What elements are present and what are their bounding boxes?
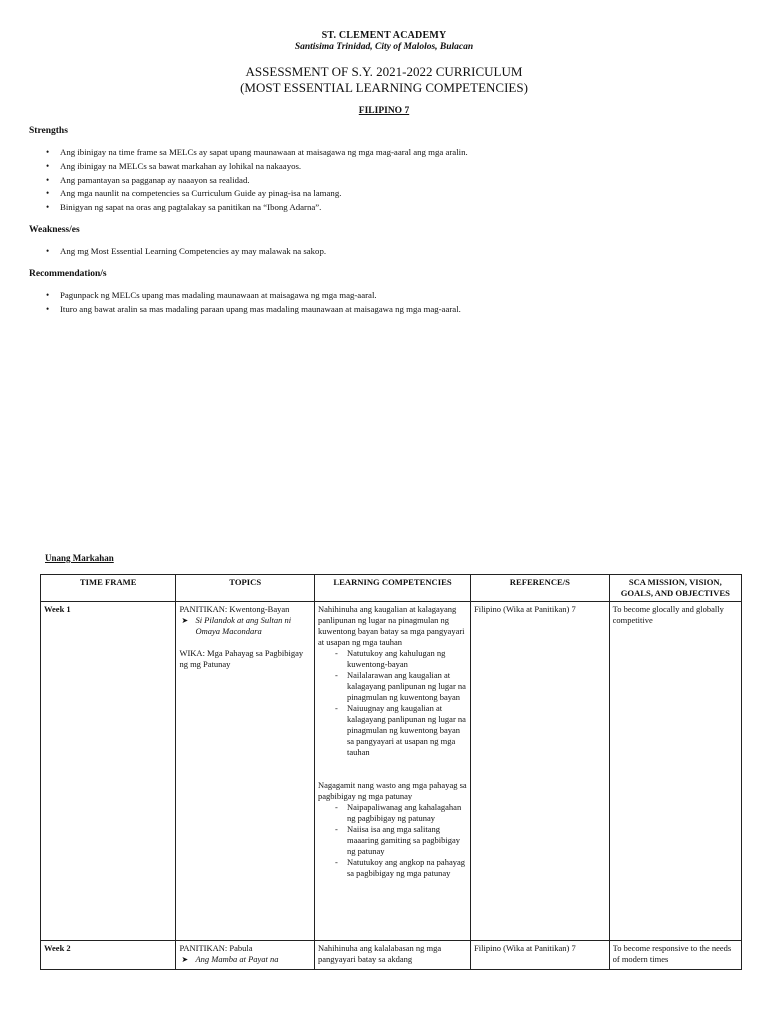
list-item: • Ang ibinigay na MELCs sa bawat markahan ay lohikal na nakaayos. bbox=[46, 160, 468, 174]
competency-item: - Naiuugnay ang kaugalian at kalagayang panlipunan ng lugar na pinagmulan ng kuwentong bayan sa pangyayari at usapan ng mga tauhan bbox=[318, 703, 467, 758]
column-header: REFERENCE/S bbox=[471, 575, 610, 602]
list-item: • Ang mg Most Essential Learning Competencies ay may malawak na sakop. bbox=[46, 245, 326, 259]
competency-item: - Naiisa isa ang mga salitang maaaring gamiting sa pagbibigay ng patunay bbox=[318, 824, 467, 857]
topic-main: PANITIKAN: Pabula bbox=[179, 943, 253, 953]
competency-intro: Nahihinuha ang kalalabasan ng mga pangyayari batay sa akdang bbox=[317, 943, 442, 964]
strengths-list bbox=[46, 146, 468, 215]
column-header: TOPICS bbox=[176, 575, 315, 602]
recommendations-list bbox=[46, 289, 461, 317]
week-cell: Week 2 bbox=[41, 941, 176, 970]
topic-wika: WIKA: Mga Pahayag sa Pagbibigay ng mg Patunay bbox=[179, 648, 304, 669]
table-header-row bbox=[41, 575, 742, 602]
competency-intro: Nahihinuha ang kaugalian at kalagayang panlipunan ng lugar na pinagmulan ng kuwentong bayan batay sa mga pangyayari at usapan ng mga tauhan bbox=[317, 604, 465, 647]
list-item: • Binigyan ng sapat na oras ang pagtalakay sa panitikan na “Ibong Adarna”. bbox=[46, 201, 468, 215]
competency-item: - Natutukoy ang angkop na pahayag sa pagbibigay ng mga patunay bbox=[318, 857, 467, 879]
reference-cell: Filipino (Wika at Panitikan) 7 bbox=[471, 941, 610, 970]
topic-subtopic: ➤ Ang Mamba at Payat na bbox=[179, 954, 311, 965]
competency-item: - Natutukoy ang kahulugan ng kuwentong-bayan bbox=[318, 648, 467, 670]
list-item: • Pagunpack ng MELCs upang mas madaling maunawaan at maisagawa ng mga mag-aaral. bbox=[46, 289, 461, 303]
list-item: • Ang pamantayan sa pagganap ay naaayon sa realidad. bbox=[46, 174, 468, 188]
school-address: Santisima Trinidad, City of Malolos, Bulacan bbox=[294, 42, 474, 52]
competency-item: - Naipapaliwanag ang kahalagahan ng pagbibigay ng patunay bbox=[318, 802, 467, 824]
column-header: SCA MISSION, VISION, GOALS, AND OBJECTIVES bbox=[609, 575, 741, 602]
competencies-cell bbox=[314, 941, 470, 970]
table-row bbox=[41, 602, 742, 941]
mission-cell bbox=[609, 941, 741, 970]
mission-cell: To become glocally and globally competitive bbox=[609, 602, 741, 941]
topics-cell bbox=[176, 602, 315, 941]
school-name: ST. CLEMENT ACADEMY bbox=[321, 30, 447, 41]
recommendations-heading: Recommendation/s bbox=[29, 269, 107, 279]
reference-cell: Filipino (Wika at Panitikan) 7 bbox=[471, 602, 610, 941]
document-title: ASSESSMENT OF S.Y. 2021-2022 CURRICULUM bbox=[245, 64, 523, 79]
list-item: • Ituro ang bawat aralin sa mas madaling paraan upang mas madaling maunawaan at maisagawa ng mga mag-aaral. bbox=[46, 303, 461, 317]
quarter-label: Unang Markahan bbox=[45, 553, 114, 563]
strengths-heading: Strengths bbox=[29, 126, 68, 136]
list-item: • Ang mga naunlit na competencies sa Curriculum Guide ay pinag-isa na lamang. bbox=[46, 187, 468, 201]
weaknesses-list bbox=[46, 245, 326, 259]
competency-intro: Nagagamit nang wasto ang mga pahayag sa pagbibigay ng mga patunay bbox=[317, 780, 467, 801]
week-cell: Week 1 bbox=[41, 602, 176, 941]
mission-text: To become responsive to the needs of modern times bbox=[612, 943, 732, 964]
list-item: • Ang ibinigay na time frame sa MELCs ay sapat upang maunawaan at maisagawa ng mga mag-aaral ang mga aralin. bbox=[46, 146, 468, 160]
topics-cell bbox=[176, 941, 315, 970]
table-row bbox=[41, 941, 742, 970]
competency-item: - Nailalarawan ang kaugalian at kalagayang panlipunan ng lugar na pinagmulan ng kuwentong bayan bbox=[318, 670, 467, 703]
document-subtitle: (MOST ESSENTIAL LEARNING COMPETENCIES) bbox=[240, 80, 528, 95]
subject-label: FILIPINO 7 bbox=[358, 106, 410, 116]
column-header: LEARNING COMPETENCIES bbox=[314, 575, 470, 602]
weaknesses-heading: Weakness/es bbox=[29, 225, 80, 235]
topic-subtopic: ➤ Si Pilandok at ang Sultan ni Omaya Macondara bbox=[179, 615, 311, 637]
column-header: TIME FRAME bbox=[41, 575, 176, 602]
competencies-table bbox=[40, 574, 742, 970]
topic-main: PANITIKAN: Kwentong-Bayan bbox=[179, 604, 290, 614]
competencies-cell bbox=[314, 602, 470, 941]
